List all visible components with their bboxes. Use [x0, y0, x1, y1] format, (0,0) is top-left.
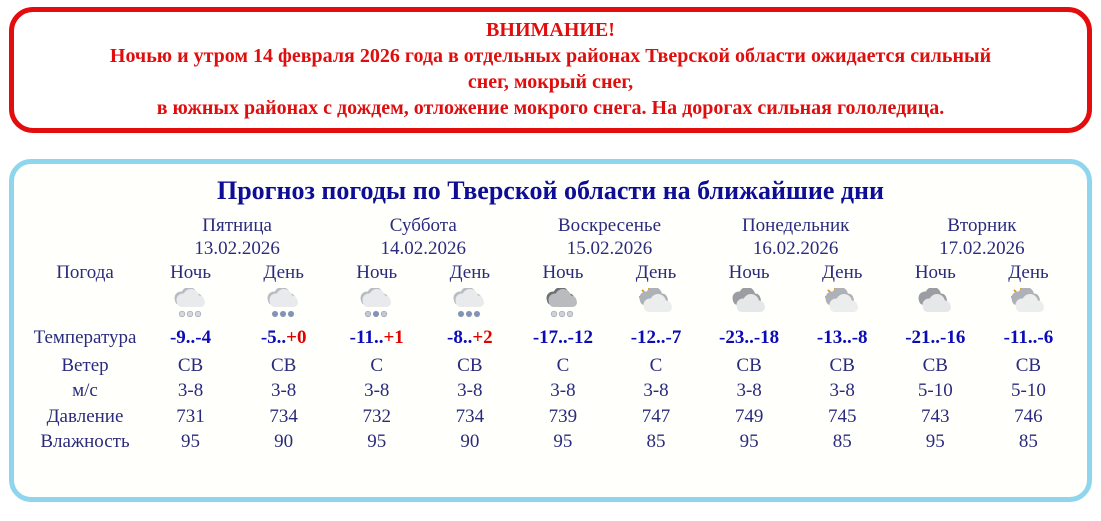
humidity-value: 95 — [181, 431, 201, 452]
cloudy-icon — [912, 292, 958, 313]
temp-value: -17..-12 — [532, 326, 593, 348]
day-name: Понедельник — [741, 215, 850, 236]
warning-box — [9, 7, 1092, 133]
row-label-humidity: Влажность — [40, 431, 130, 452]
humidity-value: 90 — [460, 431, 480, 452]
wind-direction: СВ — [1015, 354, 1042, 376]
wind-direction: С — [556, 354, 570, 376]
wind-direction: СВ — [270, 354, 297, 376]
warning-line: Ночью и утром 14 февраля 2026 года в отдельных районах Тверской области ожидается сильный — [109, 45, 992, 67]
row-label-pressure: Давление — [46, 405, 124, 427]
wind-direction: СВ — [177, 354, 204, 376]
period-label: День — [1008, 262, 1049, 283]
row-label-weather: Погода — [56, 262, 114, 283]
pressure-value: 734 — [269, 405, 298, 427]
wind-speed: 3-8 — [643, 380, 669, 401]
humidity-value: 95 — [553, 431, 573, 452]
wind-direction-row — [26, 353, 1075, 378]
humidity-value: 85 — [1018, 431, 1038, 452]
temp-value: -21..-16 — [905, 326, 966, 348]
humidity-value: 95 — [925, 431, 945, 452]
day-header — [703, 212, 889, 260]
period-label: Ночь — [356, 262, 398, 283]
pressure-value: 747 — [641, 405, 671, 427]
temp-value: -11..+1 — [349, 326, 404, 348]
cloud-snowmix-icon — [354, 292, 400, 313]
cloudy-icon — [726, 292, 772, 313]
pressure-value: 734 — [455, 405, 485, 427]
warning-line: снег, мокрый снег, — [467, 71, 634, 93]
warning-line: в южных районах с дождем, отложение мокрого снега. На дорогах сильная гололедица. — [156, 97, 945, 119]
wind-speed: 3-8 — [829, 380, 855, 401]
day-date: 15.02.2026 — [566, 238, 653, 259]
cloud-wetsnow-icon — [261, 292, 307, 313]
darkcloud-snow-icon — [540, 292, 586, 313]
row-label-temperature: Температура — [33, 326, 137, 348]
period-label: Ночь — [914, 262, 956, 283]
pressure-value: 732 — [362, 405, 391, 427]
wind-speed-row — [26, 378, 1075, 404]
wind-speed: 3-8 — [270, 380, 297, 401]
pressure-row — [26, 404, 1075, 429]
humidity-value: 85 — [832, 431, 852, 452]
wind-speed: 5-10 — [917, 380, 953, 401]
forecast-table — [26, 212, 1075, 455]
wind-direction: СВ — [457, 354, 483, 376]
wind-direction: СВ — [922, 354, 948, 376]
pressure-value: 745 — [827, 405, 857, 427]
temp-value: -5..+0 — [260, 326, 307, 348]
period-label: Ночь — [542, 262, 584, 283]
temp-value: -23..-18 — [719, 326, 780, 348]
wind-direction: СВ — [736, 354, 762, 376]
temp-value: -13..-8 — [816, 326, 868, 348]
day-header — [330, 212, 516, 260]
wind-direction: С — [370, 354, 384, 376]
wind-speed: 3-8 — [736, 380, 762, 401]
period-row — [26, 260, 1075, 286]
pressure-value: 749 — [734, 405, 764, 427]
sun-cloud-icon — [633, 292, 679, 313]
period-label: Ночь — [170, 262, 212, 283]
day-header — [144, 212, 330, 260]
period-label: День — [821, 262, 863, 283]
wind-speed: 3-8 — [550, 380, 576, 401]
pressure-value: 739 — [548, 405, 578, 427]
day-name: Суббота — [389, 215, 457, 236]
pressure-value: 743 — [921, 405, 950, 427]
temp-value: -9..-4 — [169, 326, 212, 348]
day-name: Вторник — [947, 215, 1017, 236]
weather-icons-row — [26, 286, 1075, 322]
day-header — [889, 212, 1075, 260]
wind-speed: 3-8 — [177, 380, 204, 401]
temp-value: -12..-7 — [630, 326, 682, 348]
wind-speed: 5-10 — [1011, 380, 1046, 401]
period-label: День — [263, 262, 304, 283]
pressure-value: 746 — [1014, 405, 1043, 427]
day-header — [516, 212, 702, 260]
temp-value: -8..+2 — [447, 326, 493, 348]
period-label: День — [635, 262, 677, 283]
period-label: Ночь — [728, 262, 770, 283]
sun-cloud-icon — [819, 292, 865, 313]
wind-direction: СВ — [829, 354, 855, 376]
humidity-value: 85 — [646, 431, 666, 452]
temperature-row — [26, 322, 1075, 353]
wind-speed: 3-8 — [457, 380, 483, 401]
day-date: 13.02.2026 — [194, 238, 280, 259]
cloud-snow-icon — [168, 292, 214, 313]
day-date: 14.02.2026 — [380, 238, 467, 259]
temp-value: -11..-6 — [1003, 326, 1054, 348]
pressure-value: 731 — [176, 405, 205, 427]
humidity-row — [26, 429, 1075, 455]
forecast-panel — [9, 159, 1092, 502]
day-name: Воскресенье — [557, 215, 662, 236]
humidity-value: 95 — [739, 431, 759, 452]
wind-speed: 3-8 — [364, 380, 390, 401]
humidity-value: 90 — [274, 431, 294, 452]
day-name: Пятница — [202, 215, 272, 236]
corner-cell — [26, 212, 144, 260]
page-title: Прогноз погоды по Тверской области на ближайшие дни — [216, 176, 885, 205]
row-label-wind: Ветер — [61, 354, 109, 376]
humidity-value: 95 — [367, 431, 387, 452]
day-date: 17.02.2026 — [939, 238, 1025, 259]
row-label-wind-unit: м/с — [72, 380, 98, 401]
sun-cloud-icon — [1005, 292, 1051, 313]
wind-direction: С — [649, 354, 663, 376]
warning-line: ВНИМАНИЕ! — [486, 19, 615, 41]
day-header-row — [26, 212, 1075, 260]
cloud-wetsnow-icon — [447, 292, 493, 313]
period-label: День — [449, 262, 491, 283]
day-date: 16.02.2026 — [752, 238, 839, 259]
